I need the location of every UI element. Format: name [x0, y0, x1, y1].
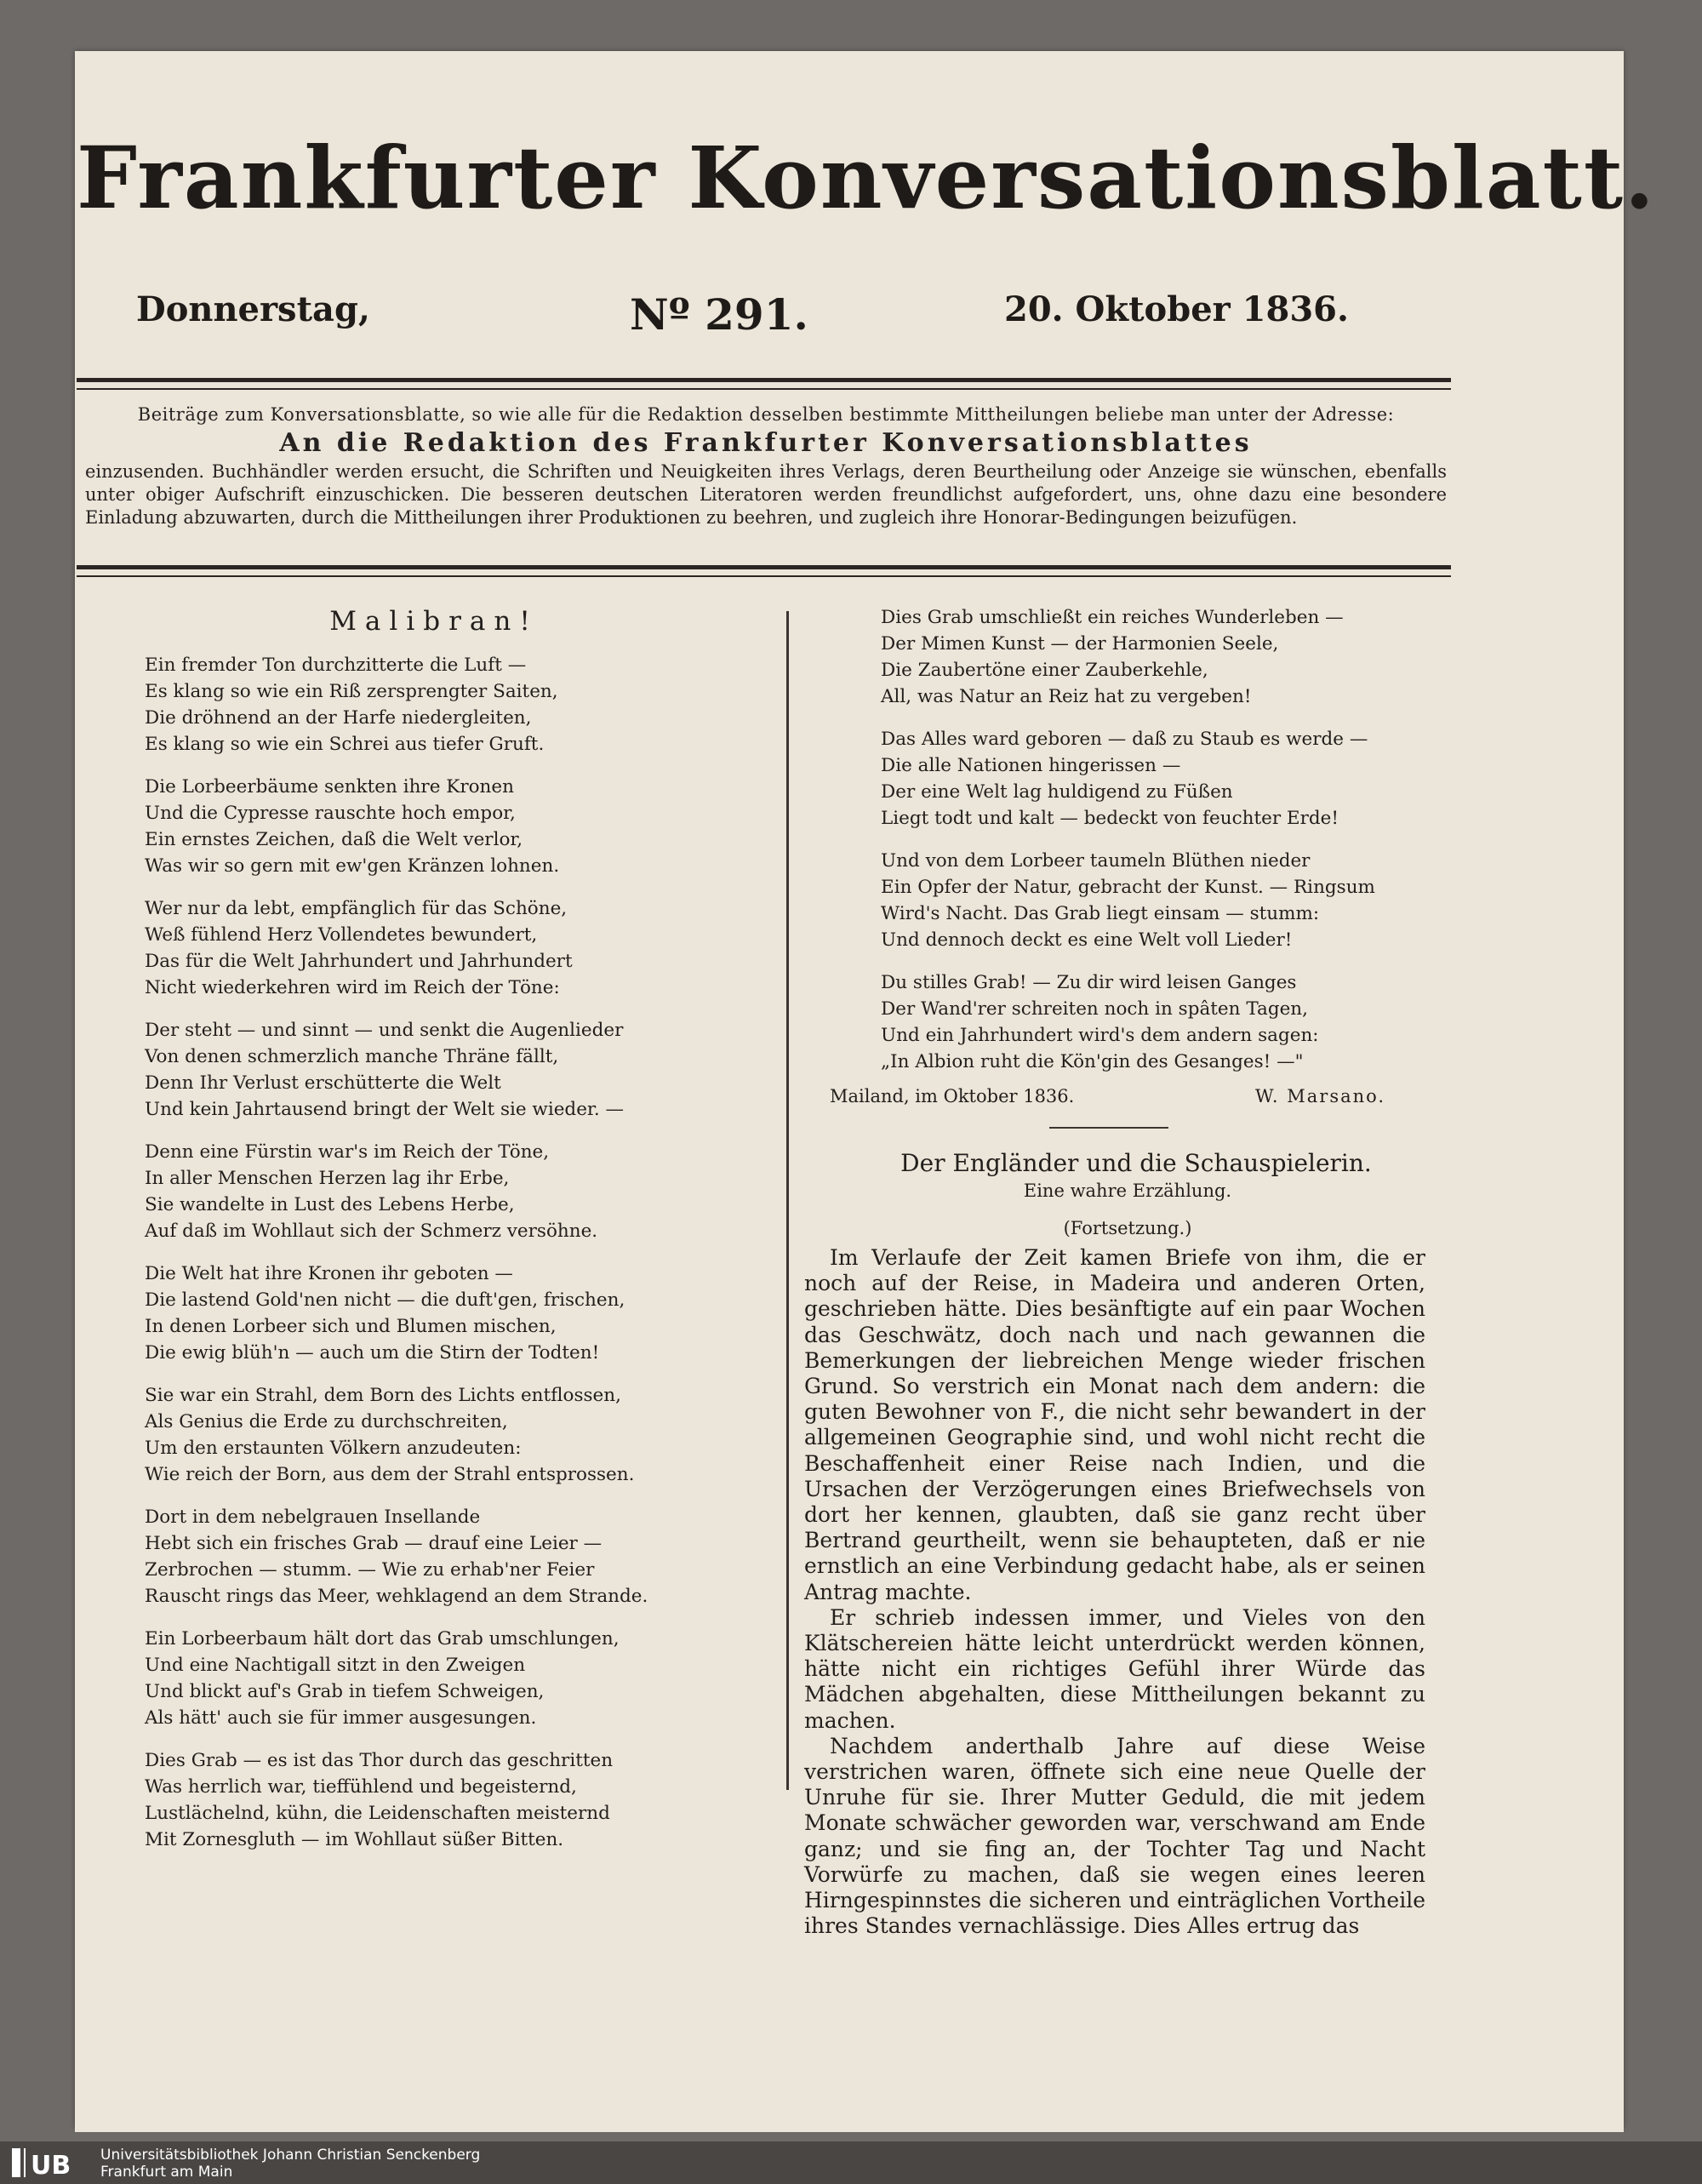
poem-line: Die Welt hat ihre Kronen ihr geboten —	[145, 1263, 513, 1284]
poem-place-date: Mailand, im Oktober 1836.	[830, 1086, 1075, 1106]
issue-date: 20. Oktober 1836.	[1004, 289, 1349, 329]
poem-line: Das Alles ward geboren — daß zu Staub es werde —	[881, 729, 1368, 750]
poem-line: Was wir so gern mit ew'gen Kränzen lohnen.	[145, 855, 560, 877]
editorial-notice	[85, 403, 1447, 529]
poem-line: Die ewig blüh'n — auch um die Stirn der Todten!	[145, 1342, 600, 1364]
story-paragraph: Nachdem anderthalb Jahre auf diese Weise verstrichen waren, öffnete sich eine neue Quelle der Unruhe für sie. Ihrer Mutter Geduld, die mit jedem Monate schwächer geworden war, verschwand am Ende ganz; und sie fing an, der Tochter Tag und Nacht Vorwürfe zu machen, daß sie wegen eines leeren Hirngespinnstes die sicheren und einträglichen Vortheile ihres Standes vernachlässige. Dies Alles ertrug das	[804, 1733, 1425, 1939]
poem-line: Der steht — und sinnt — und senkt die Augenlieder	[145, 1020, 624, 1041]
poem-line: Ein Lorbeerbaum hält dort das Grab umschlungen,	[145, 1628, 620, 1649]
poem-line: Auf daß im Wohllaut sich der Schmerz versöhne.	[145, 1221, 598, 1242]
poem-line: Das für die Welt Jahrhundert und Jahrhundert	[145, 951, 573, 972]
poem-line: Als Genius die Erde zu durchschreiten,	[145, 1411, 508, 1432]
poem-line: „In Albion ruht die Kön'gin des Gesanges! —"	[881, 1051, 1304, 1072]
story-paragraph: Er schrieb indessen immer, und Vieles von den Klätschereien hätte leicht unterdrückt werden können, hätte nicht ein richtiges Gefühl ihrer Würde das Mädchen abgehalten, diese Mittheilungen bekannt zu machen.	[804, 1604, 1425, 1733]
poem-line: Weß fühlend Herz Vollendetes bewundert,	[145, 924, 538, 946]
section-separator	[1049, 1127, 1168, 1129]
library-logo	[9, 2145, 94, 2181]
poem-line: Und eine Nachtigall sitzt in den Zweigen	[145, 1655, 526, 1676]
right-column	[804, 604, 1425, 1939]
poem-stanza	[145, 1139, 723, 1244]
issue-number: Nº 291.	[630, 289, 808, 340]
poem-stanzas-right	[830, 604, 1425, 1075]
column-divider	[786, 611, 789, 1790]
poem-line: Und die Cypresse rauschte hoch empor,	[145, 803, 516, 824]
masthead-title: Frankfurter Konversationsblatt.	[77, 128, 1656, 228]
footer-line-2: Frankfurt am Main	[100, 2164, 233, 2181]
poem-signature	[830, 1086, 1425, 1115]
poem-line: Es klang so wie ein Schrei aus tiefer Gruft.	[145, 734, 545, 755]
poem-line: Ein Opfer der Natur, gebracht der Kunst. — Ringsum	[881, 877, 1375, 898]
poem-line: Die Lorbeerbäume senkten ihre Kronen	[145, 776, 514, 798]
poem-line: Lustlächelnd, kühn, die Leidenschaften meisternd	[145, 1803, 610, 1824]
poem-stanza	[145, 1017, 723, 1123]
poem-line: Die lastend Gold'nen nicht — die duft'gen, frischen,	[145, 1289, 625, 1311]
poem-line: Mit Zornesgluth — im Wohllaut süßer Bitten.	[145, 1829, 564, 1850]
footer-line-1: Universitätsbibliothek Johann Christian Senckenberg	[100, 2147, 481, 2164]
poem-line: Hebt sich ein frisches Grab — drauf eine Leier —	[145, 1533, 603, 1554]
poem-line: Der Mimen Kunst — der Harmonien Seele,	[881, 633, 1279, 655]
poem-line: Und kein Jahrtausend bringt der Welt sie wieder. —	[145, 1099, 624, 1120]
poem-line: Liegt todt und kalt — bedeckt von feuchter Erde!	[881, 808, 1339, 829]
poem-line: Und blickt auf's Grab in tiefem Schweigen,	[145, 1681, 545, 1702]
notice-rule-thin	[77, 575, 1451, 577]
poem-line: Sie wandelte in Lust des Lebens Herbe,	[145, 1194, 515, 1215]
header-rule-thin	[77, 388, 1451, 390]
poem-line: Zerbrochen — stumm. — Wie zu erhab'ner Feier	[145, 1559, 595, 1581]
poem-line: Und von dem Lorbeer taumeln Blüthen nieder	[881, 850, 1311, 872]
poem-line: Denn eine Fürstin war's im Reich der Töne,	[145, 1141, 550, 1163]
poem-line: Nicht wiederkehren wird im Reich der Töne:	[145, 977, 560, 998]
poem-line: Ein ernstes Zeichen, daß die Welt verlor,	[145, 829, 523, 850]
poem-stanza	[881, 726, 1425, 832]
story-subtitle: Eine wahre Erzählung.	[1023, 1181, 1232, 1201]
issue-day: Donnerstag,	[136, 289, 370, 329]
poem-stanza	[145, 774, 723, 879]
poem-stanza	[881, 969, 1425, 1075]
poem-stanza	[145, 1504, 723, 1609]
poem-line: Dort in dem nebelgrauen Insellande	[145, 1507, 481, 1528]
poem-stanza	[145, 1626, 723, 1731]
poem-column-left	[145, 606, 723, 1869]
footer-credit	[100, 2147, 480, 2181]
poem-author: W. Marsano.	[1255, 1086, 1386, 1106]
poem-line: Der Wand'rer schreiten noch in spâten Tagen,	[881, 998, 1308, 1020]
poem-stanza	[145, 895, 723, 1001]
notice-body: einzusenden. Buchhändler werden ersucht, die Schriften und Neuigkeiten ihres Verlags, deren Beurtheilung oder Anzeige sie wünschen, ebenfalls unter obiger Aufschrift einzuschicken. Die besseren deutschen Literatoren werden freundlichst aufgefordert, uns, ohne dazu eine besondere Einladung abzuwarten, durch die Mittheilungen ihrer Produktionen zu beehren, und zugleich ihre Honorar-Bedingungen beizufügen.	[85, 461, 1447, 528]
poem-line: Dies Grab — es ist das Thor durch das geschritten	[145, 1750, 614, 1771]
logo-text: UB	[31, 2151, 71, 2181]
poem-line: Von denen schmerzlich manche Thräne fällt,	[145, 1046, 559, 1067]
header-rule-thick	[77, 378, 1451, 382]
poem-line: Wird's Nacht. Das Grab liegt einsam — stumm:	[881, 903, 1320, 924]
poem-line: All, was Natur an Reiz hat zu vergeben!	[881, 686, 1252, 707]
poem-line: Und ein Jahrhundert wird's dem andern sagen:	[881, 1025, 1319, 1046]
paper-torn-edge	[75, 2026, 1624, 2132]
poem-line: Rauscht rings das Meer, wehklagend an dem Strande.	[145, 1586, 648, 1607]
poem-stanza	[881, 604, 1425, 710]
story-text	[804, 1245, 1425, 1939]
poem-line: Die Zaubertöne einer Zauberkehle,	[881, 660, 1208, 681]
poem-line: Die dröhnend an der Harfe niedergleiten,	[145, 707, 532, 729]
poem-stanza	[145, 652, 723, 758]
poem-line: In denen Lorbeer sich und Blumen mischen,	[145, 1316, 557, 1337]
notice-line-1: Beiträge zum Konversationsblatte, so wie alle für die Redaktion desselben bestimmte Mittheilungen beliebe man unter der Adresse:	[137, 404, 1395, 425]
poem-line: Und dennoch deckt es eine Welt voll Lieder!	[881, 929, 1293, 951]
poem-line: Die alle Nationen hingerissen —	[881, 755, 1181, 776]
poem-stanza	[145, 1261, 723, 1366]
notice-address: An die Redaktion des Frankfurter Konversationsblattes	[279, 428, 1253, 458]
poem-line: Dies Grab umschließt ein reiches Wunderleben —	[881, 607, 1344, 628]
poem-line: Sie war ein Strahl, dem Born des Lichts entflossen,	[145, 1385, 621, 1406]
story-paragraph: Im Verlaufe der Zeit kamen Briefe von ihm, die er noch auf der Reise, in Madeira und anderen Orten, geschrieben hätte. Dies besänftigte auf ein paar Wochen das Geschwätz, doch nach und nach gewannen die Bemerkungen der liebreichen Menge wieder frischen Grund. So verstrich ein Monat nach dem andern: die guten Bewohner von F., die nicht sehr bewandert in der allgemeinen Geographie sind, und wohl nicht recht die Beschaffenheit einer Reise nach Indien, und die Ursachen der Verzögerungen eines Briefwechsels von dort her kennen, glaubten, daß sie ganz recht über Bertrand geurtheilt, wenn sie behaupteten, daß er nie ernstlich an eine Verbindung gedacht habe, als er seinen Antrag machte.	[804, 1245, 1425, 1604]
poem-stanza	[145, 1382, 723, 1488]
poem-stanza	[881, 848, 1425, 953]
poem-line: Was herrlich war, tieffühlend und begeisternd,	[145, 1776, 577, 1798]
poem-line: Wie reich der Born, aus dem der Strahl entsprossen.	[145, 1464, 635, 1485]
notice-rule-thick	[77, 565, 1451, 569]
poem-line: Denn Ihr Verlust erschütterte die Welt	[145, 1072, 501, 1094]
poem-line: Es klang so wie ein Riß zersprengter Saiten,	[145, 681, 558, 702]
poem-line: In aller Menschen Herzen lag ihr Erbe,	[145, 1168, 510, 1189]
poem-line: Als hätt' auch sie für immer ausgesungen.	[145, 1707, 537, 1729]
story-title: Der Engländer und die Schauspielerin.	[900, 1149, 1372, 1177]
poem-line: Der eine Welt lag huldigend zu Füßen	[881, 781, 1233, 803]
poem-line: Du stilles Grab! — Zu dir wird leisen Ganges	[881, 972, 1297, 993]
poem-title: Malibran!	[329, 606, 539, 637]
poem-line: Ein fremder Ton durchzitterte die Luft —	[145, 655, 527, 676]
poem-stanzas-left	[145, 652, 723, 1853]
story-continuation-label: (Fortsetzung.)	[1063, 1218, 1192, 1238]
poem-line: Wer nur da lebt, empfänglich für das Schöne,	[145, 898, 568, 919]
poem-line: Um den erstaunten Völkern anzudeuten:	[145, 1438, 522, 1459]
poem-stanza	[145, 1747, 723, 1853]
